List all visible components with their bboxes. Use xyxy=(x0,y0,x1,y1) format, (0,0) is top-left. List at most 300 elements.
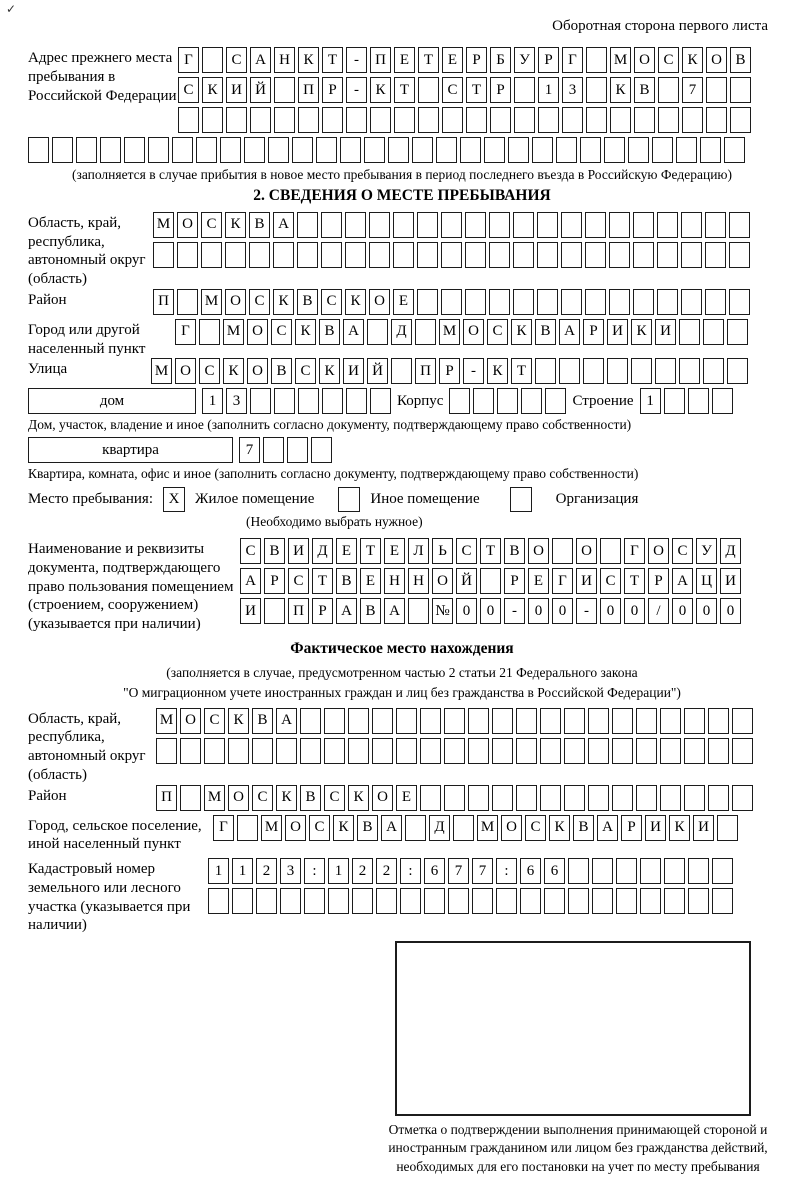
form-cell[interactable] xyxy=(706,107,727,133)
form-cell[interactable]: С xyxy=(442,77,463,103)
form-cell[interactable] xyxy=(367,319,388,345)
form-cell[interactable]: - xyxy=(463,358,484,384)
form-cell[interactable] xyxy=(372,738,393,764)
form-cell[interactable] xyxy=(153,242,174,268)
form-cell[interactable] xyxy=(322,107,343,133)
form-cell[interactable]: В xyxy=(360,598,381,624)
form-cell[interactable] xyxy=(415,319,436,345)
form-cell[interactable] xyxy=(346,107,367,133)
form-cell[interactable] xyxy=(496,888,517,914)
form-cell[interactable]: Т xyxy=(480,538,501,564)
form-cell[interactable] xyxy=(609,242,630,268)
form-cell[interactable] xyxy=(679,358,700,384)
form-cell[interactable]: О xyxy=(463,319,484,345)
form-cell[interactable]: А xyxy=(597,815,618,841)
form-cell[interactable] xyxy=(660,785,681,811)
form-cell[interactable] xyxy=(688,858,709,884)
form-cell[interactable] xyxy=(489,212,510,238)
form-cell[interactable] xyxy=(564,738,585,764)
form-cell[interactable]: С xyxy=(249,289,270,315)
form-cell[interactable] xyxy=(676,137,697,163)
form-cell[interactable] xyxy=(681,242,702,268)
form-cell[interactable]: С xyxy=(271,319,292,345)
form-cell[interactable]: Г xyxy=(175,319,196,345)
form-cell[interactable]: К xyxy=(319,358,340,384)
form-cell[interactable] xyxy=(705,242,726,268)
form-cell[interactable] xyxy=(304,888,325,914)
form-cell[interactable] xyxy=(263,437,284,463)
form-cell[interactable]: 7 xyxy=(448,858,469,884)
form-cell[interactable]: О xyxy=(247,319,268,345)
form-cell[interactable] xyxy=(489,242,510,268)
form-cell[interactable] xyxy=(682,107,703,133)
form-cell[interactable] xyxy=(418,77,439,103)
form-cell[interactable]: С xyxy=(288,568,309,594)
form-cell[interactable]: И xyxy=(607,319,628,345)
form-cell[interactable] xyxy=(492,708,513,734)
form-cell[interactable]: 6 xyxy=(544,858,565,884)
form-cell[interactable]: Е xyxy=(336,538,357,564)
form-cell[interactable] xyxy=(311,437,332,463)
form-cell[interactable]: А xyxy=(381,815,402,841)
form-cell[interactable] xyxy=(460,137,481,163)
form-cell[interactable] xyxy=(424,888,445,914)
form-cell[interactable]: 0 xyxy=(552,598,573,624)
form-cell[interactable]: Р xyxy=(439,358,460,384)
form-cell[interactable] xyxy=(600,538,621,564)
form-cell[interactable]: К xyxy=(345,289,366,315)
form-cell[interactable] xyxy=(321,212,342,238)
form-cell[interactable]: 0 xyxy=(456,598,477,624)
form-cell[interactable]: К xyxy=(610,77,631,103)
form-cell[interactable] xyxy=(532,137,553,163)
form-cell[interactable]: С xyxy=(672,538,693,564)
form-cell[interactable] xyxy=(729,242,750,268)
form-cell[interactable]: Т xyxy=(466,77,487,103)
form-cell[interactable]: : xyxy=(400,858,421,884)
form-cell[interactable]: М xyxy=(477,815,498,841)
form-cell[interactable]: С xyxy=(226,47,247,73)
form-cell[interactable]: П xyxy=(298,77,319,103)
form-cell[interactable] xyxy=(473,388,494,414)
form-cell[interactable] xyxy=(724,137,745,163)
form-cell[interactable] xyxy=(610,107,631,133)
form-cell[interactable]: И xyxy=(655,319,676,345)
form-cell[interactable]: 2 xyxy=(256,858,277,884)
form-cell[interactable]: О xyxy=(432,568,453,594)
form-cell[interactable] xyxy=(225,242,246,268)
form-cell[interactable] xyxy=(727,358,748,384)
form-cell[interactable]: В xyxy=(535,319,556,345)
form-cell[interactable] xyxy=(712,888,733,914)
form-cell[interactable]: Р xyxy=(322,77,343,103)
form-cell[interactable]: В xyxy=(357,815,378,841)
form-cell[interactable] xyxy=(652,137,673,163)
form-cell[interactable] xyxy=(417,212,438,238)
form-cell[interactable]: 0 xyxy=(696,598,717,624)
form-cell[interactable] xyxy=(634,107,655,133)
form-cell[interactable] xyxy=(252,738,273,764)
form-cell[interactable] xyxy=(346,388,367,414)
form-cell[interactable] xyxy=(156,738,177,764)
form-cell[interactable]: / xyxy=(648,598,669,624)
form-cell[interactable]: 0 xyxy=(528,598,549,624)
form-cell[interactable] xyxy=(730,107,751,133)
form-cell[interactable] xyxy=(559,358,580,384)
form-cell[interactable]: О xyxy=(648,538,669,564)
form-cell[interactable]: К xyxy=(631,319,652,345)
form-cell[interactable] xyxy=(441,289,462,315)
form-cell[interactable] xyxy=(237,815,258,841)
form-cell[interactable]: 3 xyxy=(562,77,583,103)
form-cell[interactable] xyxy=(274,77,295,103)
form-cell[interactable] xyxy=(250,388,271,414)
form-cell[interactable]: 7 xyxy=(472,858,493,884)
form-cell[interactable] xyxy=(393,242,414,268)
form-cell[interactable] xyxy=(516,708,537,734)
form-cell[interactable] xyxy=(657,212,678,238)
form-cell[interactable] xyxy=(370,388,391,414)
form-cell[interactable]: Р xyxy=(621,815,642,841)
form-cell[interactable] xyxy=(592,858,613,884)
form-cell[interactable] xyxy=(376,888,397,914)
form-cell[interactable] xyxy=(444,785,465,811)
form-cell[interactable] xyxy=(292,137,313,163)
form-cell[interactable] xyxy=(688,888,709,914)
form-cell[interactable] xyxy=(708,785,729,811)
form-cell[interactable] xyxy=(441,212,462,238)
form-cell[interactable] xyxy=(345,242,366,268)
form-cell[interactable]: С xyxy=(321,289,342,315)
form-cell[interactable] xyxy=(513,212,534,238)
form-cell[interactable]: В xyxy=(319,319,340,345)
form-cell[interactable] xyxy=(297,242,318,268)
form-cell[interactable]: Р xyxy=(504,568,525,594)
form-cell[interactable] xyxy=(180,738,201,764)
form-cell[interactable]: О xyxy=(372,785,393,811)
form-cell[interactable] xyxy=(388,137,409,163)
form-cell[interactable]: В xyxy=(300,785,321,811)
form-cell[interactable] xyxy=(552,538,573,564)
form-cell[interactable]: Й xyxy=(250,77,271,103)
form-cell[interactable] xyxy=(516,738,537,764)
form-cell[interactable] xyxy=(586,107,607,133)
form-cell[interactable] xyxy=(297,212,318,238)
form-cell[interactable] xyxy=(298,107,319,133)
form-cell[interactable] xyxy=(585,242,606,268)
form-cell[interactable] xyxy=(340,137,361,163)
form-cell[interactable] xyxy=(453,815,474,841)
form-cell[interactable] xyxy=(636,785,657,811)
form-cell[interactable]: В xyxy=(271,358,292,384)
form-cell[interactable]: О xyxy=(285,815,306,841)
form-cell[interactable] xyxy=(417,289,438,315)
form-cell[interactable]: К xyxy=(276,785,297,811)
form-cell[interactable] xyxy=(727,319,748,345)
form-cell[interactable]: : xyxy=(496,858,517,884)
form-cell[interactable] xyxy=(636,708,657,734)
form-cell[interactable]: О xyxy=(501,815,522,841)
form-cell[interactable] xyxy=(609,212,630,238)
form-cell[interactable] xyxy=(441,242,462,268)
form-cell[interactable]: 2 xyxy=(376,858,397,884)
form-cell[interactable]: А xyxy=(276,708,297,734)
form-cell[interactable]: Р xyxy=(583,319,604,345)
form-cell[interactable]: 1 xyxy=(202,388,223,414)
form-cell[interactable] xyxy=(588,738,609,764)
form-cell[interactable]: А xyxy=(672,568,693,594)
form-cell[interactable]: Р xyxy=(264,568,285,594)
form-cell[interactable] xyxy=(348,738,369,764)
form-cell[interactable]: П xyxy=(153,289,174,315)
form-cell[interactable]: Е xyxy=(528,568,549,594)
form-cell[interactable]: : xyxy=(304,858,325,884)
form-cell[interactable]: К xyxy=(298,47,319,73)
form-cell[interactable]: К xyxy=(273,289,294,315)
form-cell[interactable] xyxy=(396,708,417,734)
form-cell[interactable]: А xyxy=(240,568,261,594)
form-cell[interactable] xyxy=(513,242,534,268)
form-cell[interactable] xyxy=(616,888,637,914)
form-cell[interactable]: М xyxy=(156,708,177,734)
form-cell[interactable]: Е xyxy=(394,47,415,73)
form-cell[interactable]: 1 xyxy=(208,858,229,884)
form-cell[interactable]: Д xyxy=(391,319,412,345)
form-cell[interactable]: О xyxy=(528,538,549,564)
form-cell[interactable]: Р xyxy=(648,568,669,594)
form-cell[interactable]: Д xyxy=(429,815,450,841)
form-cell[interactable]: У xyxy=(514,47,535,73)
form-cell[interactable] xyxy=(268,137,289,163)
form-cell[interactable]: К xyxy=(348,785,369,811)
form-cell[interactable] xyxy=(556,137,577,163)
form-cell[interactable]: Ц xyxy=(696,568,717,594)
form-cell[interactable]: С xyxy=(525,815,546,841)
form-cell[interactable] xyxy=(540,738,561,764)
form-cell[interactable]: К xyxy=(370,77,391,103)
form-cell[interactable] xyxy=(276,738,297,764)
form-cell[interactable] xyxy=(655,358,676,384)
form-cell[interactable] xyxy=(545,388,566,414)
form-cell[interactable]: М xyxy=(223,319,244,345)
form-cell[interactable] xyxy=(324,738,345,764)
form-cell[interactable] xyxy=(633,242,654,268)
form-cell[interactable] xyxy=(703,319,724,345)
form-cell[interactable]: М xyxy=(153,212,174,238)
form-cell[interactable]: А xyxy=(250,47,271,73)
form-cell[interactable] xyxy=(703,358,724,384)
form-cell[interactable] xyxy=(280,888,301,914)
form-cell[interactable]: О xyxy=(576,538,597,564)
form-cell[interactable] xyxy=(681,212,702,238)
form-cell[interactable] xyxy=(300,738,321,764)
form-cell[interactable] xyxy=(100,137,121,163)
form-cell[interactable] xyxy=(204,738,225,764)
form-cell[interactable] xyxy=(684,738,705,764)
form-cell[interactable] xyxy=(418,107,439,133)
form-cell[interactable]: Е xyxy=(393,289,414,315)
form-cell[interactable]: 0 xyxy=(672,598,693,624)
form-cell[interactable] xyxy=(273,242,294,268)
form-cell[interactable]: В xyxy=(730,47,751,73)
form-cell[interactable] xyxy=(472,888,493,914)
form-cell[interactable]: К xyxy=(223,358,244,384)
form-cell[interactable]: В xyxy=(336,568,357,594)
form-cell[interactable] xyxy=(321,242,342,268)
form-cell[interactable] xyxy=(370,107,391,133)
form-cell[interactable]: Г xyxy=(624,538,645,564)
form-cell[interactable]: С xyxy=(252,785,273,811)
form-cell[interactable] xyxy=(732,785,753,811)
form-cell[interactable]: И xyxy=(576,568,597,594)
form-cell[interactable] xyxy=(700,137,721,163)
form-cell[interactable]: 7 xyxy=(682,77,703,103)
form-cell[interactable] xyxy=(420,738,441,764)
form-cell[interactable]: И xyxy=(240,598,261,624)
form-cell[interactable]: 6 xyxy=(520,858,541,884)
form-cell[interactable] xyxy=(538,107,559,133)
form-cell[interactable]: Д xyxy=(720,538,741,564)
form-cell[interactable] xyxy=(232,888,253,914)
form-cell[interactable]: В xyxy=(249,212,270,238)
form-cell[interactable] xyxy=(202,107,223,133)
form-cell[interactable] xyxy=(514,77,535,103)
form-cell[interactable]: - xyxy=(346,77,367,103)
form-cell[interactable] xyxy=(616,858,637,884)
form-cell[interactable]: К xyxy=(225,212,246,238)
form-cell[interactable] xyxy=(400,888,421,914)
form-cell[interactable] xyxy=(732,738,753,764)
form-cell[interactable] xyxy=(465,212,486,238)
form-cell[interactable] xyxy=(287,437,308,463)
form-cell[interactable]: О xyxy=(225,289,246,315)
form-cell[interactable] xyxy=(264,598,285,624)
form-cell[interactable] xyxy=(564,785,585,811)
form-cell[interactable] xyxy=(52,137,73,163)
form-cell[interactable] xyxy=(612,785,633,811)
form-cell[interactable] xyxy=(684,785,705,811)
form-cell[interactable]: М xyxy=(610,47,631,73)
form-cell[interactable]: С xyxy=(204,708,225,734)
form-cell[interactable]: Т xyxy=(624,568,645,594)
form-cell[interactable] xyxy=(564,708,585,734)
form-cell[interactable] xyxy=(657,289,678,315)
form-cell[interactable]: У xyxy=(696,538,717,564)
form-cell[interactable] xyxy=(730,77,751,103)
form-cell[interactable] xyxy=(684,708,705,734)
form-cell[interactable] xyxy=(636,738,657,764)
form-cell[interactable] xyxy=(466,107,487,133)
form-cell[interactable] xyxy=(468,738,489,764)
form-cell[interactable] xyxy=(250,107,271,133)
form-cell[interactable]: Т xyxy=(418,47,439,73)
form-cell[interactable] xyxy=(497,388,518,414)
form-cell[interactable] xyxy=(540,785,561,811)
form-cell[interactable] xyxy=(508,137,529,163)
form-cell[interactable]: П xyxy=(370,47,391,73)
form-cell[interactable]: Г xyxy=(178,47,199,73)
form-cell[interactable]: Й xyxy=(456,568,477,594)
form-cell[interactable] xyxy=(592,888,613,914)
form-cell[interactable]: А xyxy=(559,319,580,345)
form-cell[interactable] xyxy=(468,708,489,734)
residential-checkbox[interactable]: X xyxy=(163,487,185,512)
form-cell[interactable] xyxy=(633,289,654,315)
form-cell[interactable]: М xyxy=(439,319,460,345)
form-cell[interactable]: Н xyxy=(274,47,295,73)
form-cell[interactable] xyxy=(396,738,417,764)
form-cell[interactable]: С xyxy=(487,319,508,345)
form-cell[interactable] xyxy=(442,107,463,133)
form-cell[interactable]: Н xyxy=(384,568,405,594)
form-cell[interactable] xyxy=(708,708,729,734)
form-cell[interactable]: 0 xyxy=(720,598,741,624)
form-cell[interactable]: М xyxy=(261,815,282,841)
form-cell[interactable]: О xyxy=(369,289,390,315)
form-cell[interactable] xyxy=(274,107,295,133)
form-cell[interactable] xyxy=(226,107,247,133)
form-cell[interactable] xyxy=(679,319,700,345)
form-cell[interactable]: М xyxy=(201,289,222,315)
form-cell[interactable] xyxy=(372,708,393,734)
form-cell[interactable] xyxy=(148,137,169,163)
form-cell[interactable]: К xyxy=(549,815,570,841)
form-cell[interactable] xyxy=(405,815,426,841)
form-cell[interactable]: С xyxy=(240,538,261,564)
form-cell[interactable]: Ь xyxy=(432,538,453,564)
form-cell[interactable] xyxy=(586,77,607,103)
form-cell[interactable]: Е xyxy=(384,538,405,564)
form-cell[interactable] xyxy=(561,242,582,268)
form-cell[interactable] xyxy=(520,888,541,914)
form-cell[interactable]: Л xyxy=(408,538,429,564)
form-cell[interactable] xyxy=(516,785,537,811)
form-cell[interactable] xyxy=(609,289,630,315)
form-cell[interactable] xyxy=(585,212,606,238)
form-cell[interactable] xyxy=(612,708,633,734)
form-cell[interactable] xyxy=(588,785,609,811)
form-cell[interactable]: С xyxy=(201,212,222,238)
form-cell[interactable]: Т xyxy=(394,77,415,103)
form-cell[interactable] xyxy=(420,785,441,811)
form-cell[interactable] xyxy=(465,289,486,315)
form-cell[interactable]: К xyxy=(682,47,703,73)
organization-checkbox[interactable] xyxy=(510,487,532,512)
form-cell[interactable]: С xyxy=(600,568,621,594)
form-cell[interactable] xyxy=(657,242,678,268)
form-cell[interactable] xyxy=(244,137,265,163)
form-cell[interactable]: А xyxy=(384,598,405,624)
form-cell[interactable]: К xyxy=(228,708,249,734)
form-cell[interactable]: Р xyxy=(490,77,511,103)
form-cell[interactable] xyxy=(705,212,726,238)
form-cell[interactable]: С xyxy=(295,358,316,384)
form-cell[interactable] xyxy=(465,242,486,268)
form-cell[interactable] xyxy=(612,738,633,764)
form-cell[interactable]: М xyxy=(151,358,172,384)
form-cell[interactable] xyxy=(628,137,649,163)
form-cell[interactable] xyxy=(705,289,726,315)
form-cell[interactable] xyxy=(249,242,270,268)
form-cell[interactable] xyxy=(202,47,223,73)
form-cell[interactable] xyxy=(712,858,733,884)
form-cell[interactable] xyxy=(492,785,513,811)
form-cell[interactable]: 6 xyxy=(424,858,445,884)
form-cell[interactable] xyxy=(521,388,542,414)
form-cell[interactable] xyxy=(352,888,373,914)
form-cell[interactable] xyxy=(664,888,685,914)
form-cell[interactable] xyxy=(393,212,414,238)
